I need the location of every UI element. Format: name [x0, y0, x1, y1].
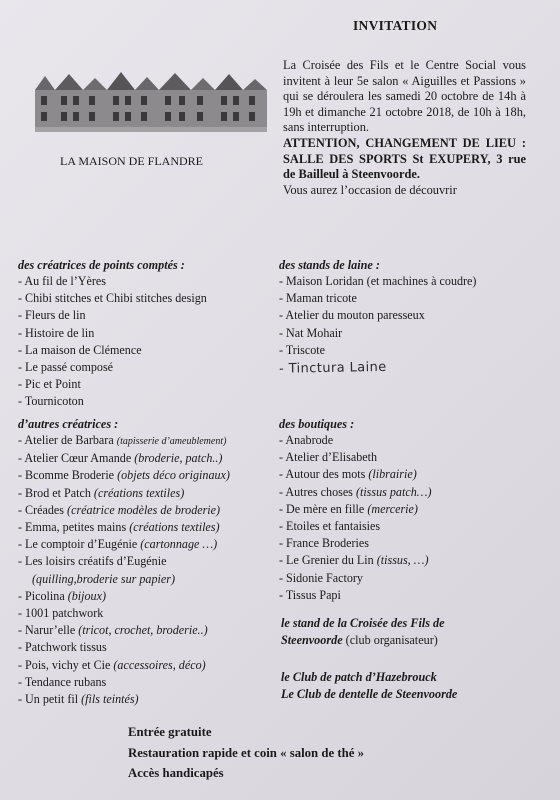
section-heading: des stands de laine :	[279, 258, 380, 272]
club-stand-line2: Steenvoorde (club organisateur)	[281, 633, 438, 647]
club-stand	[281, 615, 445, 649]
section-heading: d’autres créatrices :	[18, 417, 119, 431]
autres-section	[18, 417, 230, 708]
clubs-block	[281, 669, 457, 703]
list-item: - Anabrode	[279, 433, 334, 447]
list-item: - Nat Mohair	[279, 325, 343, 340]
free-entry: Entrée gratuite	[128, 725, 212, 739]
list-item: - Emma, petites mains (créations textiles)	[18, 520, 220, 535]
list-item: - Triscote	[279, 342, 326, 357]
list-item: - Un petit fil (fils teintés)	[18, 692, 139, 707]
footer-info	[128, 722, 364, 784]
list-item: - Picolina (bijoux)	[18, 588, 107, 603]
autres-list	[18, 432, 230, 708]
list-item: - Brod et Patch (créations textiles)	[18, 485, 185, 500]
list-item: - Bcomme Broderie (objets déco originaux)	[18, 468, 230, 483]
intro-paragraph	[283, 58, 526, 198]
page-title: INVITATION	[353, 18, 438, 33]
list-item: - Pic et Point	[18, 377, 81, 392]
section-heading: des créatrices de points comptés :	[18, 258, 185, 272]
list-item: - Sidonie Factory	[279, 570, 363, 585]
list-item: - Pois, vichy et Cie (accessoires, déco)	[18, 657, 206, 672]
list-item: - Atelier de Barbara (tapisserie d’ameublement)	[18, 433, 227, 447]
list-item: - Fleurs de lin	[18, 308, 86, 323]
building-illustration	[35, 72, 267, 132]
list-item: - France Broderies	[279, 536, 369, 551]
list-item: - Patchwork tissus	[18, 640, 107, 655]
club-stand-line1: le stand de la Croisée des Fils de	[281, 616, 445, 630]
list-item: - Tissus Papi	[279, 587, 341, 602]
list-item: - Tendance rubans	[18, 674, 107, 689]
venue-name: LA MAISON DE FLANDRE	[60, 154, 204, 168]
list-item: - Tournicoton	[18, 394, 84, 409]
list-item: - Maison Loridan (et machines à coudre)	[279, 274, 477, 288]
list-item: - 1001 patchwork	[18, 606, 104, 621]
list-item: - Chibi stitches et Chibi stitches design	[18, 291, 207, 306]
points-comptes-list	[18, 273, 207, 411]
boutiques-section	[279, 417, 432, 604]
accessibility: Accès handicapés	[128, 766, 224, 780]
list-item: - Le comptoir d’Eugénie (cartonnage …)	[18, 537, 218, 552]
list-item: - Maman tricote	[279, 291, 357, 306]
list-item: - Histoire de lin	[18, 325, 95, 340]
laine-list	[279, 273, 476, 376]
list-item: - Narur’elle (tricot, crochet, broderie..)	[18, 623, 208, 638]
list-item: - Autour des mots (librairie)	[279, 467, 417, 482]
section-heading: des boutiques :	[279, 417, 355, 431]
list-item: - Atelier du mouton paresseux	[279, 308, 425, 323]
list-item: - Le passé composé	[18, 360, 114, 375]
handwritten-item: - Tinctura Laine	[278, 359, 387, 377]
list-item: - Au fil de l’Yères	[18, 274, 106, 288]
club-patch: le Club de patch d’Hazebrouck	[281, 670, 437, 684]
list-item: - Les loisirs créatifs d’Eugénie	[18, 554, 167, 569]
list-item: - Atelier d’Elisabeth	[279, 450, 378, 465]
intro-text: La Croisée des Fils et le Centre Social vous invitent à leur 5e salon « Aiguilles et Passions » qui se déroulera les samedi 20 octobre de 14h à 19h et dimanche 21 octobre 2018, de 10h à 18h, sans interruption.	[283, 58, 526, 135]
list-item: - Atelier Cœur Amande (broderie, patch..)	[18, 451, 223, 466]
refreshments: Restauration rapide et coin « salon de thé »	[128, 745, 365, 760]
intro-outro: Vous aurez l’occasion de découvrir	[283, 182, 457, 197]
club-dentelle: Le Club de dentelle de Steenvoorde	[281, 687, 458, 701]
list-item: - Le Grenier du Lin (tissus, …)	[279, 553, 429, 568]
list-item: - Autres choses (tissus patch…)	[279, 484, 432, 499]
laine-section	[279, 258, 476, 376]
list-item: - Créades (créatrice modèles de broderie)	[18, 502, 221, 517]
list-item: - La maison de Clémence	[18, 342, 142, 357]
list-item: - De mère en fille (mercerie)	[279, 501, 418, 516]
boutiques-list	[279, 432, 432, 604]
points-comptes-section	[18, 258, 207, 411]
venue-change-alert: ATTENTION, CHANGEMENT DE LIEU : SALLE DES SPORTS St EXUPERY, 3 rue de Bailleul à Steenvoorde.	[283, 135, 526, 182]
list-item: (quilling,broderie sur papier)	[32, 571, 175, 586]
list-item: - Etoiles et fantaisies	[279, 519, 381, 534]
